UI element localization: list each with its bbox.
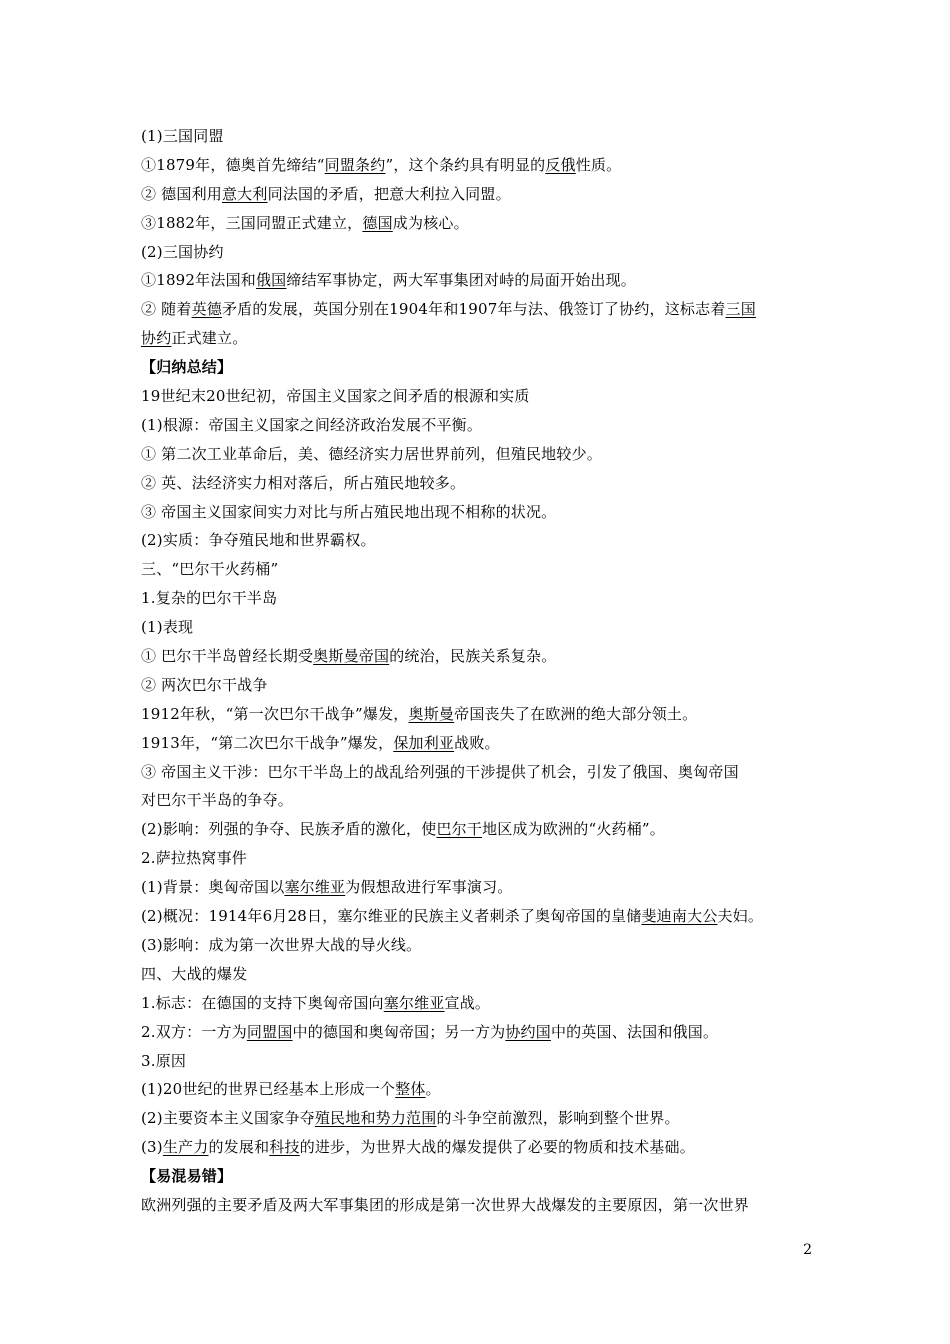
underlined-answer: 英德: [191, 300, 222, 319]
text-run: (3)影响：成为第一次世界大战的导火线。: [141, 935, 422, 954]
text-run: ① 巴尔干半岛曾经长期受: [141, 647, 314, 666]
text-line: [141, 815, 821, 844]
section-heading: [141, 1162, 821, 1191]
page-body: [141, 122, 821, 1220]
text-run: 同法国的矛盾，把意大利拉入同盟。: [267, 184, 511, 203]
text-line: [141, 498, 821, 527]
text-line: [141, 1191, 821, 1220]
text-run: (1)三国同盟: [141, 127, 224, 145]
text-run: ③ 帝国主义干涉：巴尔干半岛上的战乱给列强的干涉提供了机会，引发了俄国、奥匈帝国: [141, 762, 739, 781]
text-run: (2)主要资本主义国家争夺: [141, 1109, 315, 1128]
text-line: [141, 931, 821, 960]
text-run: 对巴尔干半岛的争夺。: [141, 791, 294, 810]
text-run: ② 两次巴尔干战争: [141, 675, 268, 694]
text-run: 的进步，为世界大战的爆发提供了必要的物质和技术基础。: [299, 1138, 695, 1157]
text-run: 地区成为欧洲的“火药桶”。: [482, 820, 666, 839]
text-run: ①1879年，德奥首先缔结“: [141, 155, 325, 174]
text-run: ② 德国利用: [141, 184, 222, 203]
section-heading: [141, 353, 821, 382]
underlined-answer: 奥斯曼帝国: [313, 647, 390, 666]
underlined-answer: 反俄: [545, 155, 576, 174]
text-line: [141, 411, 821, 440]
text-run: 1913年，“第二次巴尔干战争”爆发，: [141, 733, 394, 752]
underlined-answer: 殖民地和势力范围: [314, 1109, 437, 1128]
text-line: [141, 266, 821, 295]
text-run: 1912年秋，“第一次巴尔干战争”爆发，: [141, 704, 409, 723]
text-line: [141, 960, 821, 989]
text-line: [141, 584, 821, 613]
text-line: [141, 151, 821, 180]
underlined-answer: 协约国: [505, 1022, 551, 1041]
text-run: 2.萨拉热窝事件: [141, 849, 247, 868]
text-line: [141, 758, 821, 787]
underlined-answer: 三国: [725, 300, 756, 319]
text-line: [141, 238, 821, 267]
text-run: 为假想敌进行军事演习。: [345, 878, 513, 897]
text-run: ③ 帝国主义国家间实力对比与所占殖民地出现不相称的状况。: [141, 502, 557, 521]
underlined-answer: 塞尔维亚: [383, 993, 445, 1012]
text-run: ”，这个条约具有明显的: [385, 155, 546, 174]
text-run: (2)三国协约: [141, 242, 224, 261]
text-run: (2)影响：列强的争夺、民族矛盾的激化，使: [141, 820, 437, 839]
text-run: 三、“巴尔干火药桶”: [141, 560, 279, 579]
text-line: [141, 122, 821, 151]
text-line: [141, 786, 821, 815]
text-run: 战败。: [454, 733, 500, 752]
text-line: [141, 469, 821, 498]
text-run: 2.双方：一方为: [141, 1022, 247, 1041]
text-line: [141, 729, 821, 758]
text-run: 成为核心。: [392, 213, 469, 232]
text-run: ② 英、法经济实力相对落后，所占殖民地较多。: [141, 473, 466, 492]
underlined-answer: 意大利: [221, 184, 268, 203]
text-run: ③1882年，三国同盟正式建立，: [141, 213, 363, 232]
text-line: [141, 989, 821, 1018]
text-run: 的斗争空前激烈，影响到整个世界。: [436, 1109, 680, 1128]
text-run: 。: [425, 1080, 441, 1099]
text-run: (1)表现: [141, 618, 194, 637]
underlined-answer: 协约: [141, 329, 172, 348]
text-run: 【易混易错】: [141, 1167, 233, 1186]
text-run: 1.标志：在德国的支持下奥匈帝国向: [141, 993, 384, 1012]
text-run: ①1892年法国和: [141, 271, 256, 290]
text-line: [141, 844, 821, 873]
text-run: 正式建立。: [171, 329, 248, 348]
underlined-answer: 巴尔干: [436, 820, 483, 839]
text-line: [141, 324, 821, 353]
text-run: 四、大战的爆发: [141, 964, 248, 983]
text-run: 中的英国、法国和俄国。: [550, 1022, 719, 1041]
underlined-answer: 德国: [362, 213, 393, 232]
text-run: (1)根源：帝国主义国家之间经济政治发展不平衡。: [141, 415, 483, 434]
text-run: 缔结军事协定，两大军事集团对峙的局面开始出现。: [286, 271, 636, 290]
text-line: [141, 180, 821, 209]
text-line: [141, 700, 821, 729]
underlined-answer: 俄国: [255, 271, 287, 290]
text-line: [141, 613, 821, 642]
text-run: 1.复杂的巴尔干半岛: [141, 589, 278, 608]
text-line: [141, 1018, 821, 1047]
page-number: 2: [803, 1242, 812, 1258]
text-line: [141, 382, 821, 411]
text-line: [141, 671, 821, 700]
text-run: 宣战。: [444, 993, 491, 1012]
text-run: (1)背景：奥匈帝国以: [141, 878, 285, 897]
text-line: [141, 642, 821, 671]
text-line: [141, 1104, 821, 1133]
text-run: (2)实质：争夺殖民地和世界霸权。: [141, 531, 376, 550]
text-run: 夫妇。: [717, 907, 764, 926]
text-line: [141, 295, 821, 324]
text-run: 中的德国和奥匈帝国；另一方为: [292, 1022, 506, 1041]
text-run: ① 第二次工业革命后，美、德经济实力居世界前列，但殖民地较少。: [141, 444, 602, 463]
underlined-answer: 科技: [269, 1138, 300, 1157]
underlined-answer: 整体: [395, 1080, 426, 1099]
text-run: (1)20世纪的世界已经基本上形成一个: [141, 1080, 396, 1099]
text-run: (3): [141, 1138, 163, 1157]
underlined-answer: 同盟国: [246, 1022, 293, 1041]
text-run: (2)概况：1914年6月28日，塞尔维亚的民族主义者刺杀了奥匈帝国的皇储: [141, 907, 642, 926]
text-run: 矛盾的发展，英国分别在1904年和1907年与法、俄签订了协约，这标志着: [221, 300, 726, 319]
text-line: [141, 440, 821, 469]
text-line: [141, 555, 821, 584]
underlined-answer: 塞尔维亚: [284, 878, 346, 897]
underlined-answer: 同盟条约: [324, 155, 386, 174]
text-line: [141, 1075, 821, 1104]
text-line: [141, 526, 821, 555]
text-run: 的发展和: [208, 1138, 270, 1157]
text-run: 欧洲列强的主要矛盾及两大军事集团的形成是第一次世界大战爆发的主要原因，第一次世界: [141, 1195, 750, 1214]
text-run: ② 随着: [141, 300, 192, 319]
text-run: 性质。: [575, 155, 622, 174]
text-line: [141, 209, 821, 238]
text-run: 帝国丧失了在欧洲的绝大部分领土。: [454, 704, 698, 723]
text-line: [141, 873, 821, 902]
underlined-answer: 生产力: [162, 1138, 209, 1157]
text-run: 3.原因: [141, 1051, 187, 1070]
text-line: [141, 1047, 821, 1076]
text-line: [141, 902, 821, 931]
underlined-answer: 奥斯曼: [408, 704, 455, 723]
underlined-answer: 保加利亚: [393, 733, 455, 752]
text-line: [141, 1133, 821, 1162]
text-run: 19世纪末20世纪初，帝国主义国家之间矛盾的根源和实质: [141, 387, 530, 406]
text-run: 【归纳总结】: [141, 358, 233, 377]
text-run: 的统治，民族关系复杂。: [389, 647, 557, 666]
underlined-answer: 斐迪南大公: [641, 907, 718, 926]
